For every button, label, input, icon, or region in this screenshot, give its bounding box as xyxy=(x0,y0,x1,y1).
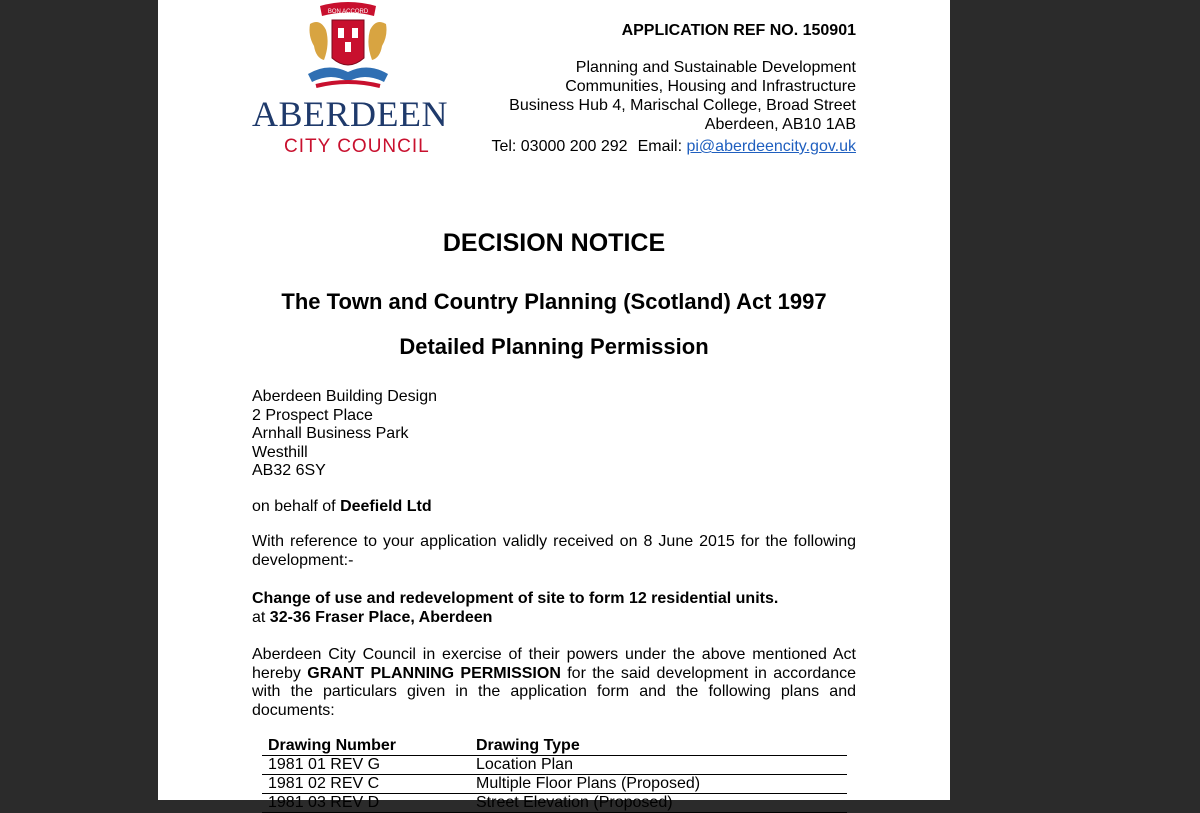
behalf-prefix: on behalf of xyxy=(252,498,341,515)
address-line: Business Hub 4, Marischal College, Broad Street xyxy=(509,97,856,114)
act-title: The Town and Country Planning (Scotland) Act 1997 xyxy=(281,289,827,314)
recipient-line: Aberdeen Building Design xyxy=(252,388,438,405)
telephone: Tel: 03000 200 292 xyxy=(491,138,628,155)
table-row xyxy=(262,794,847,813)
development-location-line xyxy=(252,609,856,628)
at-prefix: at xyxy=(252,608,270,626)
council-crest-logo xyxy=(298,0,398,96)
crest-motto: BON ACCORD xyxy=(327,9,369,15)
drawing-number: 1981 03 REV D xyxy=(262,794,470,813)
drawing-number: 1981 01 REV G xyxy=(262,756,470,775)
applicant-name: Deefield Ltd xyxy=(340,498,432,515)
table-header-row xyxy=(262,737,847,756)
council-subtitle: CITY COUNCIL xyxy=(284,136,430,157)
address-line: Aberdeen, AB10 1AB xyxy=(704,116,856,133)
drawing-type: Multiple Floor Plans (Proposed) xyxy=(470,775,847,794)
recipient-line: Arnhall Business Park xyxy=(252,425,409,442)
grant-paragraph xyxy=(252,646,856,720)
column-header: Drawing Number xyxy=(262,737,470,756)
drawing-type: Street Elevation (Proposed) xyxy=(470,794,847,813)
table-row xyxy=(262,756,847,775)
grant-text-pre: Aberdeen City Council in exercise of their powers under the above mentioned Act hereby xyxy=(252,646,856,682)
reference-paragraph: With reference to your application validly received on 8 June 2015 for the following development:- xyxy=(252,533,856,569)
document-page xyxy=(158,0,950,811)
decision-notice-title: DECISION NOTICE xyxy=(442,229,666,257)
contact-line xyxy=(491,138,856,156)
on-behalf-of xyxy=(252,498,856,517)
recipient-line: 2 Prospect Place xyxy=(252,406,373,424)
address-line: Communities, Housing and Infrastructure xyxy=(565,78,856,95)
permission-title: Detailed Planning Permission xyxy=(399,334,709,359)
council-address xyxy=(509,58,856,134)
drawings-table xyxy=(262,737,847,813)
address-line: Planning and Sustainable Development xyxy=(575,59,856,76)
recipient-line: Westhill xyxy=(252,443,308,461)
drawing-type: Location Plan xyxy=(470,756,847,775)
drawing-number: 1981 02 REV C xyxy=(262,775,470,794)
development-location: 32-36 Fraser Place, Aberdeen xyxy=(269,608,493,626)
recipient-line: AB32 6SY xyxy=(252,462,326,479)
application-ref: APPLICATION REF NO. 150901 xyxy=(621,22,856,39)
email-label: Email: xyxy=(637,138,683,155)
email-link[interactable]: pi@aberdeencity.gov.uk xyxy=(686,138,856,155)
development-description xyxy=(252,590,856,627)
grant-text-post: for the said development in accordance with the particulars given in the application form and the following plans and documents: xyxy=(252,664,856,719)
council-name: ABERDEEN xyxy=(252,94,448,134)
development-title: Change of use and redevelopment of site to form 12 residential units. xyxy=(252,590,779,607)
table-row xyxy=(262,775,847,794)
column-header: Drawing Type xyxy=(470,737,847,756)
recipient-address xyxy=(252,388,856,481)
grant-decision: GRANT PLANNING PERMISSION xyxy=(307,664,561,682)
